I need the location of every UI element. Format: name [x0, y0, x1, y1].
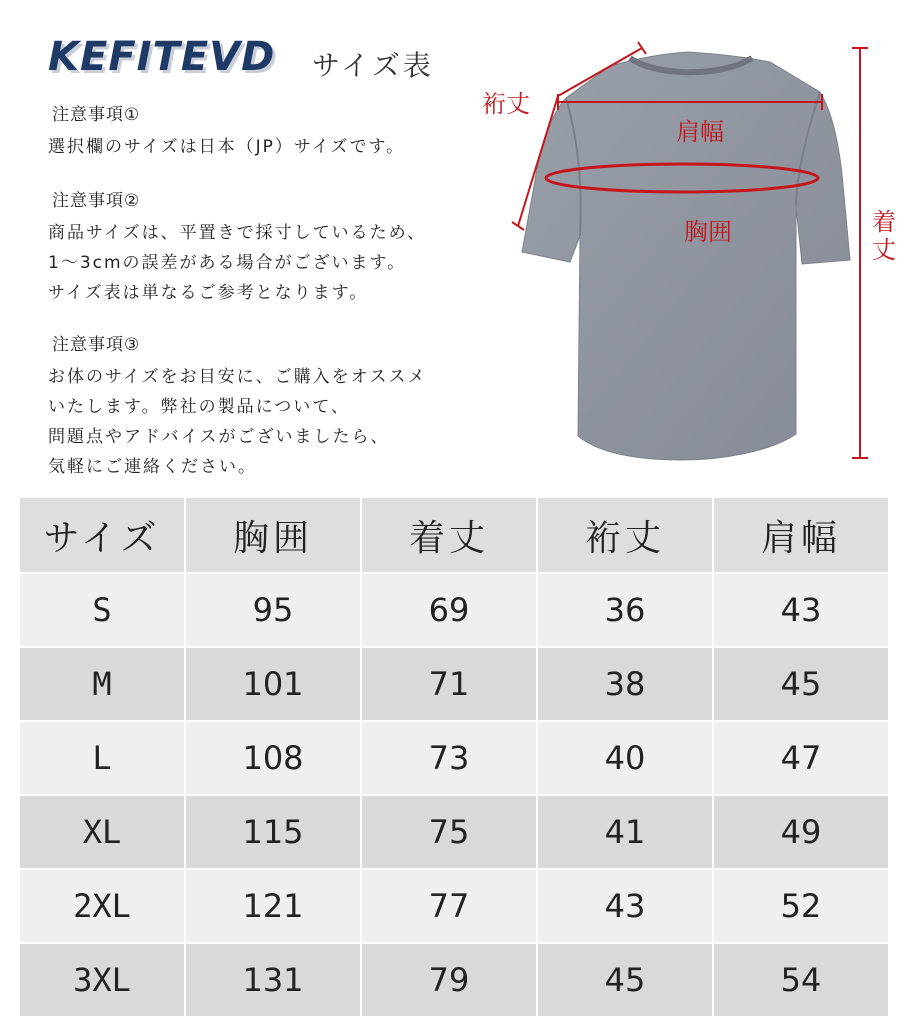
- size-cell: 2XL: [19, 869, 185, 943]
- tshirt-diagram: [470, 36, 906, 476]
- table-row: [19, 647, 889, 721]
- sleeve-cell: 36: [537, 573, 713, 647]
- note-line: 1〜3cmの誤差がある場合がございます。: [48, 253, 407, 273]
- sleeve-cell: 40: [537, 721, 713, 795]
- chest-label: 胸囲: [684, 218, 732, 246]
- note-line: 気軽にご連絡ください。: [48, 457, 257, 477]
- header-size: サイズ: [19, 497, 185, 573]
- header-chest: 胸囲: [185, 497, 361, 573]
- shoulder-cell: 43: [713, 573, 889, 647]
- tshirt-illustration: [470, 36, 906, 476]
- shoulder-cell: 52: [713, 869, 889, 943]
- chest-cell: 108: [185, 721, 361, 795]
- page-title: サイズ表: [312, 49, 434, 82]
- size-cell: 3XL: [19, 943, 185, 1017]
- length-label-char: 着: [872, 208, 896, 236]
- size-table: [18, 496, 890, 1018]
- shoulder-cell: 45: [713, 647, 889, 721]
- note-line: サイズ表は単なるご参考となります。: [48, 283, 369, 303]
- length-label: [870, 208, 898, 264]
- brand-logo: KEFITEVD: [48, 34, 276, 80]
- length-cell: 73: [361, 721, 537, 795]
- note-line: 商品サイズは、平置きで採寸しているため、: [48, 223, 426, 243]
- sleeve-cell: 41: [537, 795, 713, 869]
- note-text-2: [48, 218, 426, 308]
- note-line: 問題点やアドバイスがございましたら、: [48, 427, 390, 447]
- shoulder-cell: 54: [713, 943, 889, 1017]
- shoulder-cell: 49: [713, 795, 889, 869]
- note-title-3: 注意事項③: [52, 335, 141, 355]
- length-cell: 69: [361, 573, 537, 647]
- table-header-row: [19, 497, 889, 573]
- size-cell: L: [19, 721, 185, 795]
- length-cell: 79: [361, 943, 537, 1017]
- chest-cell: 131: [185, 943, 361, 1017]
- sleeve-cell: 45: [537, 943, 713, 1017]
- length-label-char: 丈: [872, 236, 896, 264]
- length-cell: 77: [361, 869, 537, 943]
- length-measure-line: [852, 48, 868, 458]
- size-cell: S: [19, 573, 185, 647]
- sleeve-label: 裄丈: [482, 90, 530, 118]
- size-cell: M: [19, 647, 185, 721]
- sleeve-cell: 38: [537, 647, 713, 721]
- length-cell: 71: [361, 647, 537, 721]
- table-row: [19, 943, 889, 1017]
- length-cell: 75: [361, 795, 537, 869]
- note-line: いたします。弊社の製品について、: [48, 397, 350, 417]
- shoulder-label: 肩幅: [676, 118, 724, 146]
- note-line: 選択欄のサイズは日本（JP）サイズです。: [48, 137, 406, 157]
- note-title-2: 注意事項②: [52, 191, 141, 211]
- table-row: [19, 869, 889, 943]
- table-row: [19, 573, 889, 647]
- header-length: 着丈: [361, 497, 537, 573]
- table-row: [19, 721, 889, 795]
- chest-cell: 95: [185, 573, 361, 647]
- note-text-1: [48, 132, 405, 162]
- header-shoulder: 肩幅: [713, 497, 889, 573]
- sleeve-cell: 43: [537, 869, 713, 943]
- header-sleeve: 裄丈: [537, 497, 713, 573]
- size-cell: XL: [19, 795, 185, 869]
- note-line: お体のサイズをお目安に、ご購入をオススメ: [48, 367, 427, 387]
- chest-cell: 121: [185, 869, 361, 943]
- table-row: [19, 795, 889, 869]
- chest-cell: 101: [185, 647, 361, 721]
- chest-cell: 115: [185, 795, 361, 869]
- note-title-1: 注意事項①: [52, 105, 141, 125]
- shoulder-cell: 47: [713, 721, 889, 795]
- note-text-3: [48, 362, 426, 482]
